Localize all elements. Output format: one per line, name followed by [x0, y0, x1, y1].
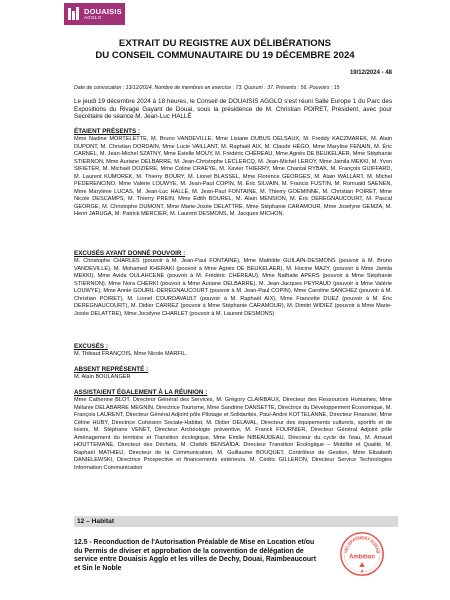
badge-triangle-icon: [359, 562, 365, 567]
convocation-line: Date de convocation : 13/12/2024. Nombre de membres en exercice : 73. Quorum : 37. Présents : 56. Pouvoirs : 15: [74, 85, 340, 91]
logo-sub: AGGLO: [84, 15, 102, 20]
ambition-badge-icon: [339, 531, 385, 577]
date-reference: 19/12/2024 - 48: [349, 70, 392, 76]
assistaient-list: Mme Catherine BLOT, Directeur Général des Services, M. Grégory CLAIRBAUX, Directeur des Ressources Humaines, Mme Mélanie DELABARRE MEGNIN, Directrice Tourisme, Mme Sandrine DANSETTE, Directrice du Développement Économique, M. François LAURENT, Directeur Général Adjoint pôle Pilotage et Solidarités, Paul-André KOTTELANNE, Directeur Financier, Mme Céline HUBY, Directrice Cohésion Sociale-Habitat, M. Didier DELAVAL, Directeur des équipements culturels, sportifs et de loisirs, M. Stéphane VENET, Directeur Archéologie préventive, M. Franck FOURNIER, Directeur Général Adjoint pôle Aménagement du territoire et Transition écologique, Mme Emilie NIBEAUDEAU, Directeur du cycle de l'eau, M. Arnaud HOUTTEMANE, Directeur des Déchets, M. Chékib BENSAÏDA, Directeur Transition Écologique – Mobilité et Qualité, M. Raphaël MATHIEU, Directeur de la Communication, M. Guillaume BOUQUET, Contrôleur de Gestion, Mme Elisabeth DANIELEWSKI, Directrice Prospective et financements extérieurs, M. Cédric GILLERON, Directeur Service Technologies Information Communication: [74, 397, 392, 471]
absent-heading: ABSENT REPRÉSENTÉ :: [74, 366, 149, 373]
douaisis-agglo-logo: [64, 3, 125, 25]
habitat-section-bar: 12 – Habitat: [74, 516, 398, 527]
presents-list: Mme Nadine MORTELETTE, M. Bruno VANDEVILLE, Mme Lisiane DUBUS DELSAUX, M. Freddy KACZMAREK, M. Alain DUPONT, M. Christian DORDAIN, Mme Lucie VAILLANT, M. Raphaël AIX, M. Claude HÉGO, Mme Marylise FENAIN, M. Éric CARNEL, M. Jean-Michel SZATNY, Mme Estelle MOUY, M. Frédéric CHÉREAU, Mme Agnès DE BEUKELAER, Mme Stéphanie STIERNON, Mme Auriane DELBARRE, M. Jean-Christophe LECLERCQ, M. Jean-Michel LEROY, Mme Jamila MEKKI, M. Yvon SIFIETER, M. Michaël DOZIÈRE, Mme Coline CRAEYE, M. Xavier THIERRY, Mme Chantal RYBAK, M. François GUIFFARD, M. Laurent KUMOREK, M. Thierry BOURY, M. Lionel BLASSEL, Mme Florence GEORGES, M. Alain WALLART, M. Michel PEDERENCINO, Mme Valérie LOUWYE, M. Jean-Paul COPIN, M. Éric SILVAIN, M. Francis FUSTIN, M. Romuald SAENEN, Mme Marylène LUCAS, M. Jean-Luc HALLÉ, M. Jean-Paul FONTAINE, M. Thierry GOEMINNE, M. Christian POIRET, Mme Nicole DESCAMPS, M. Thierry PREIN, Mme Edith BOUREL, M. Alain MENSION, M. Éric DEREGNAUCOURT, M. Pascal GEORGE, M. Christophe DUMONT, Mme Marie-Josée DELATTRE, Mme Stéphanie CARAMOUR, Mme Joselyne GEMZA, M. Henri JARUGA, M. Patrick MERCIER, M. Laurent DESMONS, M. Jacques MICHON.: [74, 136, 392, 218]
badge-upper-text: VELOPPEMENT DURAB: [343, 535, 381, 554]
absent-list: M. Alain BOULANGER: [74, 374, 131, 380]
intro-paragraph: Le jeudi 19 décembre 2024 à 18 heures, le Conseil de DOUAISIS AGGLO s'est réuni Salle Europe 1 du Parc des Expositions du Rivage Gayant de Douai, sous la présidence de M. Christian POIRET, Président, avec pour Secrétaire de séance M. Jean-Luc HALLÉ: [74, 98, 392, 121]
document-title-line2: DU CONSEIL COMMUNAUTAIRE DU 19 DÉCEMBRE 2024: [95, 50, 355, 61]
agenda-item-title: 12.5 - Reconduction de l'Autorisation Préalable de Mise en Location et/ou du Permis de diviser et approbation de la convention de délégation de service entre Douaisis Agglo et les villes de Dechy, Douai, Raimbeaucourt et Sin le Noble: [74, 539, 317, 572]
badge-number: 4: [360, 568, 364, 574]
pouvoirs-list: M. Christophe CHARLES (pouvoir à M. Jean-Paul FONTAINE), Mme Mathilde GUILAIN-DESMONS (pouvoir à M. Bruno VANDEVILLE), M. Mohamed KHERAKI (pouvoir à Mme Agnès DE BEUKELAER), M. Hocine MAZY, (pouvoir à Mme Jamila MEKKI), Mme Avida OULAHCENE (pouvoir à M. Frédéric CHÉREAU), Mme Nathalie APERS (pouvoir à Mme Stéphanie STIERNON), Mme Nora CHERKI (pouvoir à Mme Auriane DELBARRE), M. Jean-Jacques PEYRAUD (pouvoir à Mme Valérie LOUWYE), Mme Annie GOURIL-DEREGNAUCOURT (pouvoir à M. Jean-Paul COPIN), Mme Caroline SANCHEZ (pouvoir à M. Christian POIRET), M. Lionel COURDAVAULT (pouvoir à M. Raphaël AIX), Mme Francette DUEZ (pouvoir à M. Éric DEREGNAUCOURT), M. Didier CARREZ (pouvoir à Mme Stéphanie CARAMOUR), M. Dimitri WIDIEZ (pouvoir à Mme Marie-Josée DELATTRE), Mme Jocelyne CHARLET (pouvoir à M. Laurent DESMONS): [74, 258, 392, 317]
document-title-line1: EXTRAIT DU REGISTRE AUX DÉLIBÉRATIONS: [118, 38, 332, 49]
presents-heading: ÉTAIENT PRÉSENTS :: [74, 128, 141, 135]
excuses-list: M. Thibaut FRANÇOIS, Mme Nicole MARFIL.: [74, 351, 188, 357]
badge-label: Ambition: [349, 554, 375, 561]
excuses-heading: EXCUSÉS :: [74, 343, 108, 350]
assistaient-heading: ASSISTAIENT ÉGALEMENT À LA RÉUNION :: [74, 389, 208, 396]
pouvoirs-heading: EXCUSÉS AYANT DONNÉ POUVOIR :: [74, 250, 186, 257]
logo-name: DOUAISIS: [84, 6, 122, 16]
logo-mark-icon: [67, 6, 81, 22]
